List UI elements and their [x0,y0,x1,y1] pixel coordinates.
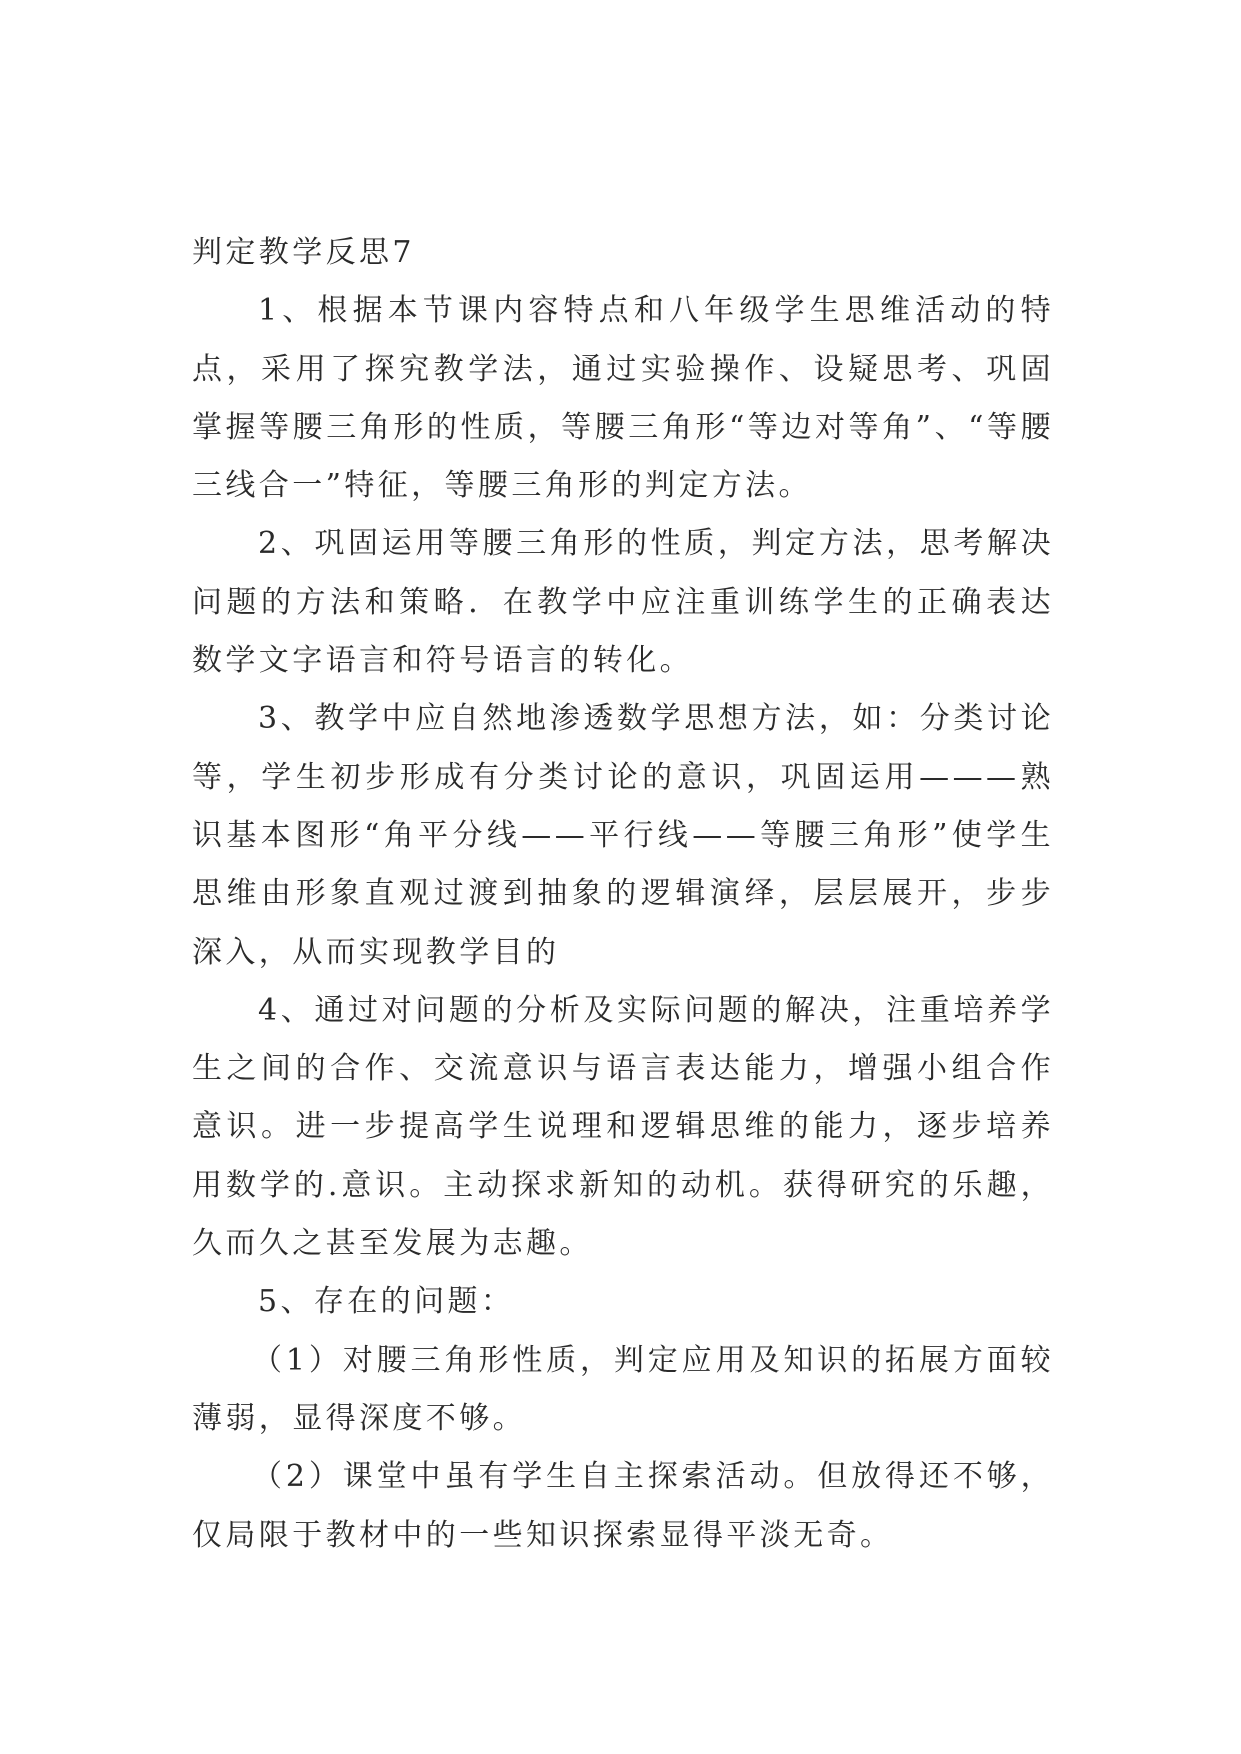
paragraph-1: 1、根据本节课内容特点和八年级学生思维活动的特点，采用了探究教学法，通过实验操作、设疑思考、巩固掌握等腰三角形的性质，等腰三角形“等边对等角”、“等腰三线合一”特征，等腰三角形的判定方法。 [192,293,1054,504]
document-title: 判定教学反思7 [192,235,415,270]
paragraph-problem-1: （1）对腰三角形性质，判定应用及知识的拓展方面较薄弱，显得深度不够。 [192,1342,1054,1436]
paragraph-4: 4、通过对问题的分析及实际问题的解决，注重培养学生之间的合作、交流意识与语言表达能力，增强小组合作意识。进一步提高学生说理和逻辑思维的能力，逐步培养用数学的.意识。主动探求新知的动机。获得研究的乐趣，久而久之甚至发展为志趣。 [192,992,1054,1262]
paragraph-2: 2、巩固运用等腰三角形的性质，判定方法，思考解决问题的方法和策略．在教学中应注重训练学生的正确表达数学文字语言和符号语言的转化。 [192,526,1054,679]
paragraph-5: 5、存在的问题： [258,1284,515,1320]
paragraph-problem-2: （2）课堂中虽有学生自主探索活动。但放得还不够，仅局限于教材中的一些知识探索显得平淡无奇。 [192,1459,1054,1553]
document-page [192,224,1054,1565]
paragraph-3: 3、教学中应自然地渗透数学思想方法，如：分类讨论等，学生初步形成有分类讨论的意识，巩固运用———熟识基本图形“角平分线——平行线——等腰三角形”使学生思维由形象直观过渡到抽象的逻辑演绎，层层展开，步步深入，从而实现教学目的 [192,701,1054,970]
